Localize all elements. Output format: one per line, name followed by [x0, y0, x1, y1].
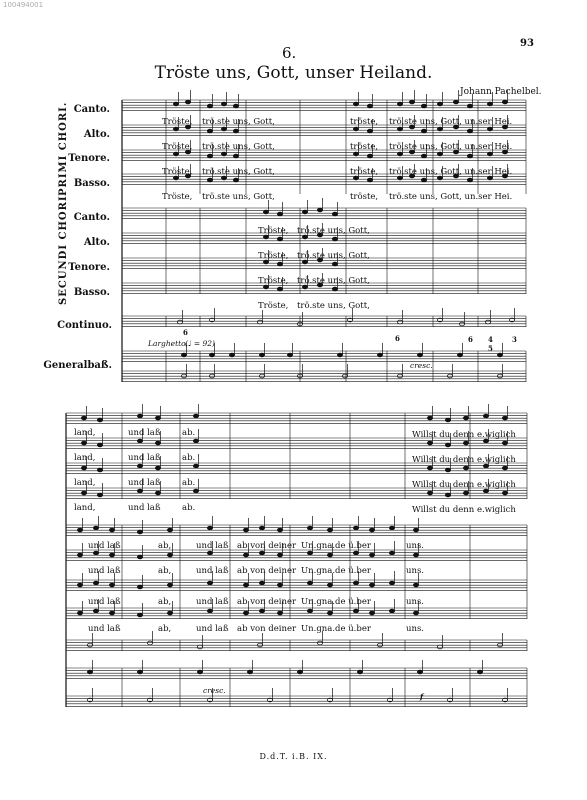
- note-head: [277, 611, 282, 615]
- part-name-alto-1: Alto.: [83, 129, 110, 140]
- figure-6-b: 6: [395, 334, 400, 343]
- lyric-s1-tenore1-d: trö.ste uns, Gott, un.ser Hei.: [389, 167, 513, 177]
- note-head: [467, 129, 472, 133]
- lyric-s2-tenore2-ab: ab,: [158, 597, 172, 607]
- note-head: [207, 178, 212, 182]
- note-head: [173, 127, 178, 131]
- note-head: [417, 353, 422, 357]
- part-name-canto-1: Canto.: [73, 104, 110, 115]
- note-head: [81, 466, 86, 470]
- note-head: [421, 154, 426, 158]
- note-head: [155, 466, 160, 470]
- note-head: [369, 528, 374, 532]
- lyric-s1-tenore1-c: tröste,: [350, 167, 379, 177]
- lyric-s1-alto1-d: trö.ste uns, Gott, un.ser Hei.: [389, 142, 513, 152]
- note-head: [243, 553, 248, 557]
- note-head: [332, 212, 337, 216]
- note-head: [453, 100, 458, 104]
- note-head: [173, 152, 178, 156]
- section-number: 6.: [282, 44, 297, 62]
- note-head: [207, 551, 212, 555]
- lyric-s1-alto2-b: trö.ste uns, Gott,: [297, 251, 370, 261]
- figure-5: 5: [488, 344, 493, 353]
- note-head: [307, 581, 312, 585]
- note-head: [353, 526, 358, 530]
- footer-label: D.d.T. i.B. IX.: [259, 752, 328, 761]
- note-head: [173, 102, 178, 106]
- note-head: [477, 670, 482, 674]
- lyric-s2-canto2-ab: ab,: [158, 541, 172, 551]
- note-head: [193, 489, 198, 493]
- lyric-s2-tenore2-undlass-b: und laß: [196, 597, 229, 607]
- note-head: [467, 178, 472, 182]
- note-head: [87, 670, 92, 674]
- note-head: [167, 553, 172, 557]
- note-head: [377, 353, 382, 357]
- lyric-s2-basso1-undlass: und laß: [128, 503, 161, 513]
- lyric-s2-tenore1-ab: ab.: [182, 478, 196, 488]
- cresc-marking-1: cresc.: [410, 361, 433, 370]
- note-head: [353, 581, 358, 585]
- note-head: [332, 262, 337, 266]
- lyric-s2-tenore2-abvon: ab von deiner: [237, 597, 297, 607]
- note-head: [297, 670, 302, 674]
- note-head: [327, 611, 332, 615]
- note-head: [93, 551, 98, 555]
- note-head: [463, 491, 468, 495]
- note-head: [147, 641, 152, 645]
- note-head: [259, 526, 264, 530]
- forte-marking: f: [420, 692, 424, 701]
- note-head: [427, 491, 432, 495]
- note-head: [317, 208, 322, 212]
- lyric-s2-alto2-undlass: und laß: [88, 566, 121, 576]
- note-head: [457, 353, 462, 357]
- note-head: [197, 645, 202, 649]
- note-head: [277, 262, 282, 266]
- note-head: [353, 152, 358, 156]
- part-name-canto-2: Canto.: [73, 212, 110, 223]
- note-head: [502, 466, 507, 470]
- note-head: [463, 441, 468, 445]
- note-head: [445, 493, 450, 497]
- note-head: [243, 583, 248, 587]
- note-head: [337, 353, 342, 357]
- note-head: [353, 102, 358, 106]
- note-head: [181, 353, 186, 357]
- note-head: [397, 127, 402, 131]
- note-head: [307, 526, 312, 530]
- part-name-tenore-2: Tenore.: [68, 262, 110, 273]
- note-head: [137, 439, 142, 443]
- choir-label-primi: PRIMI CHORI.: [58, 101, 69, 196]
- lyric-s1-tenore2-a: Tröste,: [258, 276, 289, 286]
- lyric-s1-canto2-b: trö.ste uns, Gott,: [297, 226, 370, 236]
- lyric-s1-basso2-b: trö.ste uns, Gott,: [297, 301, 370, 311]
- lyric-s2-alto2-ungnade: Un.gna.de ü.ber: [301, 566, 371, 576]
- note-head: [332, 237, 337, 241]
- lyric-s1-tenore1-b: trö.ste uns, Gott,: [202, 167, 275, 177]
- lyric-s1-alto1-a: Tröste,: [162, 142, 193, 152]
- note-head: [367, 178, 372, 182]
- note-head: [233, 129, 238, 133]
- note-head: [109, 611, 114, 615]
- note-head: [327, 583, 332, 587]
- note-head: [137, 670, 142, 674]
- note-head: [97, 418, 102, 422]
- note-head: [367, 129, 372, 133]
- lyric-s1-tenore2-b: trö.ste uns, Gott,: [297, 276, 370, 286]
- figure-3: 3: [512, 335, 517, 344]
- part-name-tenore-1: Tenore.: [68, 153, 110, 164]
- note-head: [353, 127, 358, 131]
- note-head: [93, 609, 98, 613]
- note-head: [487, 102, 492, 106]
- lyric-s2-alto1-undlass: und laß: [128, 453, 161, 463]
- note-head: [167, 583, 172, 587]
- lyric-s1-alto1-c: tröste,: [350, 142, 379, 152]
- note-head: [93, 526, 98, 530]
- lyric-s2-basso2-ungnade: Un.gna.de ü.ber: [301, 624, 371, 634]
- note-head: [413, 583, 418, 587]
- lyric-s2-alto1-land: land,: [74, 453, 96, 463]
- note-head: [167, 611, 172, 615]
- note-head: [229, 353, 234, 357]
- lyric-s1-canto1-d: trö.ste uns, Gott, un.ser Hei.: [389, 117, 513, 127]
- page-number: 93: [520, 38, 534, 49]
- lyric-s2-alto2-ab: ab,: [158, 566, 172, 576]
- note-head: [409, 100, 414, 104]
- note-head: [167, 528, 172, 532]
- note-head: [445, 443, 450, 447]
- note-head: [485, 320, 490, 324]
- lyric-s1-canto1-a: Tröste,: [162, 117, 193, 127]
- note-head: [502, 491, 507, 495]
- note-head: [81, 416, 86, 420]
- note-head: [177, 320, 182, 324]
- note-head: [327, 528, 332, 532]
- note-head: [463, 466, 468, 470]
- note-head: [463, 416, 468, 420]
- lyric-s1-basso2-a: Tröste,: [258, 301, 289, 311]
- note-head: [389, 551, 394, 555]
- note-head: [437, 152, 442, 156]
- note-head: [193, 439, 198, 443]
- part-name-alto-2: Alto.: [83, 237, 110, 248]
- figure-6-c: 6: [468, 335, 473, 344]
- note-head: [207, 154, 212, 158]
- note-head: [367, 154, 372, 158]
- note-head: [109, 553, 114, 557]
- lyric-s2-alto2-undlass-b: und laß: [196, 566, 229, 576]
- lyric-s1-alto1-b: trö.ste uns, Gott,: [202, 142, 275, 152]
- lyric-s2-basso1-willst: Willst du denn e.wiglich: [412, 505, 516, 515]
- lyric-s1-tenore1-a: Tröste,: [162, 167, 193, 177]
- lyric-s2-basso2-uns: uns.: [406, 624, 425, 634]
- note-head: [233, 104, 238, 108]
- note-head: [155, 416, 160, 420]
- note-head: [257, 320, 262, 324]
- lyric-s2-basso2-undlass-b: und laß: [196, 624, 229, 634]
- note-head: [421, 129, 426, 133]
- part-name-continuo: Continuo.: [57, 320, 112, 331]
- note-head: [277, 237, 282, 241]
- note-head: [197, 670, 202, 674]
- lyric-s2-canto2-abvon: ab von deiner: [237, 541, 297, 551]
- note-head: [437, 102, 442, 106]
- lyric-s2-tenore1-willst: Willst du denn e.wiglich: [412, 480, 516, 490]
- note-head: [421, 104, 426, 108]
- lyric-s2-canto2-uns: uns.: [406, 541, 425, 551]
- note-head: [287, 353, 292, 357]
- note-head: [259, 551, 264, 555]
- note-head: [437, 645, 442, 649]
- note-head: [445, 468, 450, 472]
- note-head: [302, 210, 307, 214]
- composer: Johann Pachelbel.: [460, 87, 542, 97]
- note-head: [367, 104, 372, 108]
- note-head: [277, 287, 282, 291]
- note-head: [209, 353, 214, 357]
- note-head: [243, 528, 248, 532]
- lyric-s2-canto1-ab: ab.: [182, 428, 196, 438]
- note-head: [247, 670, 252, 674]
- note-head: [185, 100, 190, 104]
- note-head: [109, 528, 114, 532]
- lyric-s2-basso1-land: land,: [74, 503, 96, 513]
- note-head: [243, 611, 248, 615]
- note-head: [137, 489, 142, 493]
- note-head: [369, 553, 374, 557]
- note-head: [109, 583, 114, 587]
- note-head: [467, 154, 472, 158]
- note-head: [413, 611, 418, 615]
- cresc-marking-2: cresc.: [203, 686, 226, 695]
- note-head: [397, 152, 402, 156]
- lyric-s2-tenore2-ungnade: Un.gna.de ü.ber: [301, 597, 371, 607]
- note-head: [277, 212, 282, 216]
- note-head: [389, 609, 394, 613]
- watermark: 100494001: [3, 1, 44, 9]
- note-head: [155, 441, 160, 445]
- note-head: [221, 102, 226, 106]
- note-head: [327, 553, 332, 557]
- lyric-s1-canto2-a: Tröste,: [258, 226, 289, 236]
- note-head: [77, 611, 82, 615]
- note-head: [307, 609, 312, 613]
- note-head: [421, 178, 426, 182]
- note-head: [137, 530, 142, 534]
- lyric-s1-basso1-a: Tröste,: [162, 192, 193, 202]
- note-head: [502, 441, 507, 445]
- note-head: [277, 528, 282, 532]
- note-head: [207, 609, 212, 613]
- lyric-s2-tenore2-undlass: und laß: [88, 597, 121, 607]
- lyric-s2-canto1-willst: Willst du denn e.wiglich: [412, 430, 516, 440]
- note-head: [427, 416, 432, 420]
- note-head: [193, 414, 198, 418]
- note-head: [97, 493, 102, 497]
- note-head: [487, 127, 492, 131]
- lyric-s2-canto1-undlass: und laß: [128, 428, 161, 438]
- note-head: [445, 418, 450, 422]
- note-head: [307, 551, 312, 555]
- lyric-s2-basso2-abvon: ab von deiner: [237, 624, 297, 634]
- note-head: [97, 443, 102, 447]
- note-head: [369, 583, 374, 587]
- tempo-marking: Larghetto.: [148, 339, 188, 348]
- note-head: [221, 152, 226, 156]
- note-head: [277, 583, 282, 587]
- note-head: [93, 581, 98, 585]
- note-head: [413, 528, 418, 532]
- note-head: [233, 178, 238, 182]
- lyric-s1-canto1-c: tröste,: [350, 117, 379, 127]
- lyric-s2-alto1-willst: Willst du denn e.wiglich: [412, 455, 516, 465]
- lyric-s2-alto1-ab: ab.: [182, 453, 196, 463]
- part-name-basso-2: Basso.: [73, 287, 110, 298]
- note-head: [207, 129, 212, 133]
- note-head: [81, 441, 86, 445]
- note-head: [81, 491, 86, 495]
- note-head: [332, 287, 337, 291]
- lyric-s2-canto2-undlass-b: und laß: [196, 541, 229, 551]
- note-head: [497, 353, 502, 357]
- lyric-s2-tenore1-land: land,: [74, 478, 96, 488]
- lyric-s2-alto2-abvon: ab von deiner: [237, 566, 297, 576]
- note-head: [263, 210, 268, 214]
- note-head: [77, 528, 82, 532]
- lyric-s2-basso2-undlass: und laß: [88, 624, 121, 634]
- part-name-generalbass: Generalbaß.: [43, 360, 112, 371]
- lyric-s2-basso1-ab: ab.: [182, 503, 196, 513]
- lyric-s2-alto2-uns: uns.: [406, 566, 425, 576]
- choir-label-secundi: SECUNDI CHORI.: [58, 190, 69, 305]
- note-head: [502, 416, 507, 420]
- note-head: [353, 551, 358, 555]
- note-head: [77, 583, 82, 587]
- note-head: [137, 555, 142, 559]
- note-head: [207, 104, 212, 108]
- lyric-s1-basso1-c: tröste,: [350, 192, 379, 202]
- lyric-s2-canto1-land: land,: [74, 428, 96, 438]
- note-head: [397, 102, 402, 106]
- lyric-s2-basso2-ab: ab,: [158, 624, 172, 634]
- lyric-s1-basso1-b: trö.ste uns, Gott,: [202, 192, 275, 202]
- lyric-s2-canto2-undlass: und laß: [88, 541, 121, 551]
- note-head: [467, 104, 472, 108]
- lyric-s2-tenore2-uns: uns.: [406, 597, 425, 607]
- note-head: [417, 670, 422, 674]
- note-head: [369, 611, 374, 615]
- note-head: [483, 414, 488, 418]
- note-head: [155, 491, 160, 495]
- figure-4: 4: [488, 335, 493, 344]
- note-head: [207, 526, 212, 530]
- note-head: [502, 100, 507, 104]
- note-head: [317, 641, 322, 645]
- piece-title: Tröste uns, Gott, unser Heiland.: [154, 63, 433, 83]
- note-head: [193, 464, 198, 468]
- note-head: [221, 127, 226, 131]
- note-head: [277, 553, 282, 557]
- note-head: [413, 553, 418, 557]
- note-head: [427, 466, 432, 470]
- note-head: [437, 127, 442, 131]
- note-head: [397, 320, 402, 324]
- lyric-s1-canto1-b: trö.ste uns, Gott,: [202, 117, 275, 127]
- note-head: [389, 526, 394, 530]
- figure-6-a: 6: [183, 328, 188, 337]
- note-head: [137, 414, 142, 418]
- note-head: [259, 609, 264, 613]
- note-head: [487, 152, 492, 156]
- note-head: [259, 581, 264, 585]
- note-head: [357, 670, 362, 674]
- lyric-s2-canto2-ungnade: Un.gna.de ü.ber: [301, 541, 371, 551]
- note-head: [259, 353, 264, 357]
- note-head: [137, 613, 142, 617]
- note-head: [389, 581, 394, 585]
- note-head: [353, 609, 358, 613]
- lyric-s2-tenore1-undlass: und laß: [128, 478, 161, 488]
- note-head: [233, 154, 238, 158]
- part-name-basso-1: Basso.: [73, 178, 110, 189]
- lyric-s1-alto2-a: Tröste,: [258, 251, 289, 261]
- note-head: [77, 553, 82, 557]
- lyric-s1-basso1-d: trö.ste uns, Gott, un.ser Hei.: [389, 192, 513, 202]
- note-head: [207, 581, 212, 585]
- metronome-marking: (♩ = 92): [185, 339, 215, 348]
- note-head: [427, 441, 432, 445]
- note-head: [137, 585, 142, 589]
- note-head: [97, 468, 102, 472]
- note-head: [137, 464, 142, 468]
